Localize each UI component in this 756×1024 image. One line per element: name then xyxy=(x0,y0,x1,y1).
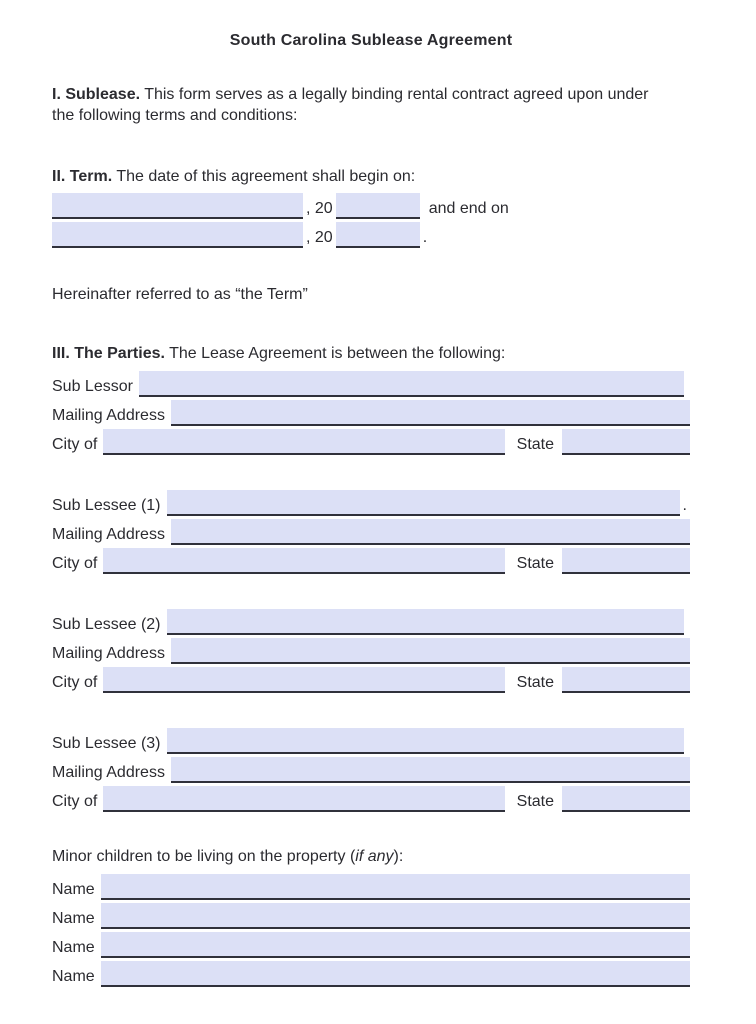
section-term-body: The date of this agreement shall begin on: xyxy=(116,168,416,185)
city-state-row xyxy=(52,545,690,574)
state-label: State xyxy=(516,793,554,810)
mailing-address-row xyxy=(52,635,690,664)
term-note: Hereinafter referred to as “the Term” xyxy=(52,286,308,303)
section-sublease-body: This form serves as a legally binding rental contract agreed upon under the following terms and conditions: xyxy=(52,86,649,124)
party-name-label: Sub Lessor xyxy=(52,378,133,395)
term-end-year-prefix-label: , 20 xyxy=(306,229,333,246)
child-name-row xyxy=(52,900,690,929)
party-name-suffix: . xyxy=(682,497,687,514)
child-name-label: Name xyxy=(52,968,95,985)
city-label: City of xyxy=(52,436,98,453)
sub-lessor-city-field[interactable] xyxy=(103,429,504,455)
city-state-row xyxy=(52,426,690,455)
party-name-label: Sub Lessee (2) xyxy=(52,616,161,633)
sub-lessor-state-field[interactable] xyxy=(562,429,690,455)
party-name-suffix xyxy=(684,634,690,635)
sub-lessee-3-mailing-address-field[interactable] xyxy=(171,757,690,783)
party-name-label: Sub Lessee (1) xyxy=(52,497,161,514)
section-parties xyxy=(52,343,690,364)
sub-lessee-3-state-field[interactable] xyxy=(562,786,690,812)
minor-children-italic: if any xyxy=(355,848,394,865)
state-label: State xyxy=(516,555,554,572)
term-end-row xyxy=(52,219,690,248)
party-name-row xyxy=(52,725,690,754)
minor-children-tail: ): xyxy=(393,848,404,865)
sub-lessee-2-state-field[interactable] xyxy=(562,667,690,693)
state-label: State xyxy=(516,674,554,691)
city-label: City of xyxy=(52,793,98,810)
state-label: State xyxy=(516,436,554,453)
minor-children-heading xyxy=(52,846,690,867)
sub-lessee-2-name-field[interactable] xyxy=(167,609,684,635)
mailing-address-label: Mailing Address xyxy=(52,645,165,662)
party-block-sub-lessor xyxy=(52,368,690,455)
party-block-sub-lessee-3 xyxy=(52,725,690,812)
child-name-row xyxy=(52,929,690,958)
mailing-address-row xyxy=(52,516,690,545)
document-title: South Carolina Sublease Agreement xyxy=(229,32,513,49)
child-name-row xyxy=(52,871,690,900)
child-name-row xyxy=(52,958,690,987)
party-name-row xyxy=(52,487,690,516)
child-name-field-1[interactable] xyxy=(101,874,690,900)
term-end-date-field[interactable] xyxy=(52,222,303,248)
term-begin-year-prefix-label: , 20 xyxy=(306,200,333,217)
section-sublease-heading: I. Sublease. xyxy=(52,86,141,103)
term-end-suffix-label: . xyxy=(422,229,428,246)
party-name-label: Sub Lessee (3) xyxy=(52,735,161,752)
mailing-address-row xyxy=(52,397,690,426)
term-begin-year-field[interactable] xyxy=(336,193,420,219)
term-begin-row xyxy=(52,190,690,219)
mailing-address-label: Mailing Address xyxy=(52,526,165,543)
term-begin-date-field[interactable] xyxy=(52,193,303,219)
child-name-field-3[interactable] xyxy=(101,932,690,958)
party-name-row xyxy=(52,606,690,635)
city-label: City of xyxy=(52,674,98,691)
term-end-year-field[interactable] xyxy=(336,222,420,248)
child-name-label: Name xyxy=(52,910,95,927)
child-name-field-4[interactable] xyxy=(101,961,690,987)
city-state-row xyxy=(52,664,690,693)
child-name-field-2[interactable] xyxy=(101,903,690,929)
minor-children-rows xyxy=(52,871,690,987)
section-sublease xyxy=(52,84,672,126)
party-name-row xyxy=(52,368,690,397)
city-state-row xyxy=(52,783,690,812)
child-name-label: Name xyxy=(52,939,95,956)
mailing-address-label: Mailing Address xyxy=(52,407,165,424)
sub-lessee-2-city-field[interactable] xyxy=(103,667,504,693)
term-begin-suffix-label: and end on xyxy=(428,200,509,217)
party-name-suffix xyxy=(684,753,690,754)
section-parties-heading: III. The Parties. xyxy=(52,345,165,362)
sub-lessee-2-mailing-address-field[interactable] xyxy=(171,638,690,664)
sub-lessee-3-city-field[interactable] xyxy=(103,786,504,812)
child-name-label: Name xyxy=(52,881,95,898)
sub-lessee-1-mailing-address-field[interactable] xyxy=(171,519,690,545)
party-block-sub-lessee-2 xyxy=(52,606,690,693)
sub-lessee-1-city-field[interactable] xyxy=(103,548,504,574)
minor-children-lead: Minor children to be living on the property ( xyxy=(52,848,356,865)
mailing-address-row xyxy=(52,754,690,783)
sub-lessee-1-state-field[interactable] xyxy=(562,548,690,574)
section-term-heading: II. Term. xyxy=(52,168,113,185)
mailing-address-label: Mailing Address xyxy=(52,764,165,781)
section-term xyxy=(52,166,690,187)
sub-lessor-name-field[interactable] xyxy=(139,371,684,397)
sub-lessee-1-name-field[interactable] xyxy=(167,490,680,516)
party-name-suffix xyxy=(684,396,690,397)
sub-lessor-mailing-address-field[interactable] xyxy=(171,400,690,426)
city-label: City of xyxy=(52,555,98,572)
sub-lessee-3-name-field[interactable] xyxy=(167,728,684,754)
party-block-sub-lessee-1 xyxy=(52,487,690,574)
section-parties-body: The Lease Agreement is between the following: xyxy=(169,345,506,362)
term-date-rows xyxy=(52,190,690,248)
